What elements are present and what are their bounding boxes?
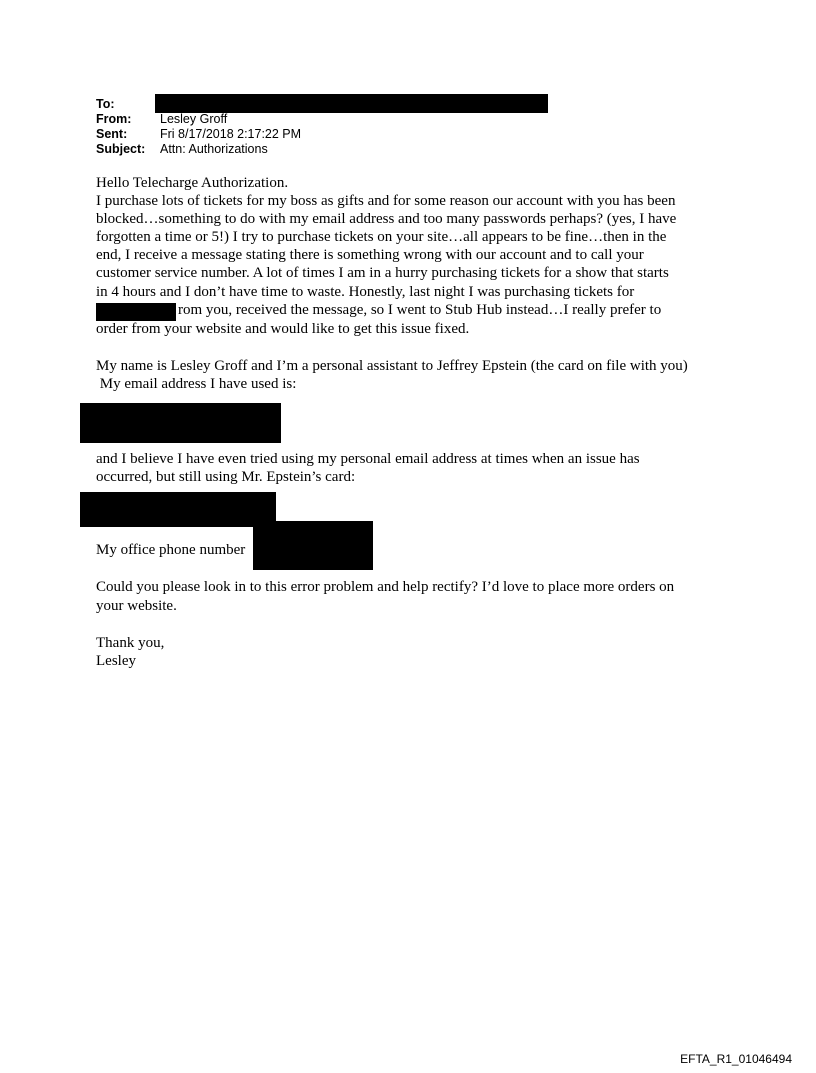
paragraph-2-line-1: My name is Lesley Groff and I’m a personal assistant to Jeffrey Epstein (the card on file with you): [96, 358, 688, 374]
to-label: To:: [96, 97, 115, 111]
paragraph-1-line-3: forgotten a time or 5!) I try to purchase tickets on your site…all appears to be fine…then in the: [96, 229, 667, 245]
from-value: Lesley Groff: [160, 112, 228, 126]
redacted-show-name: [96, 303, 176, 321]
paragraph-1-line-4: end, I receive a message stating there is something wrong with our account and to call your: [96, 247, 644, 263]
paragraph-1-line-8: order from your website and would like to get this issue fixed.: [96, 321, 470, 337]
paragraph-1-line-6: in 4 hours and I don’t have time to waste. Honestly, last night I was purchasing tickets for: [96, 284, 635, 300]
paragraph-3-line-2: occurred, but still using Mr. Epstein’s card:: [96, 469, 356, 485]
subject-label: Subject:: [96, 142, 146, 156]
sent-label: Sent:: [96, 127, 128, 141]
signature-name: Lesley: [96, 653, 136, 669]
phone-line: My office phone number: [96, 542, 246, 558]
closing-line: Thank you,: [96, 635, 165, 651]
paragraph-2-line-2: My email address I have used is:: [96, 376, 297, 392]
redacted-to-address: [155, 94, 548, 113]
paragraph-1-line-7: rom you, received the message, so I went to Stub Hub instead…I really prefer to: [178, 302, 662, 318]
paragraph-3-line-1: and I believe I have even tried using my personal email address at times when an issue has: [96, 451, 640, 467]
redacted-phone-number: [253, 521, 373, 570]
paragraph-4-line-2: your website.: [96, 598, 177, 614]
subject-value: Attn: Authorizations: [160, 142, 268, 156]
document-id: EFTA_R1_01046494: [680, 1052, 792, 1066]
from-label: From:: [96, 112, 132, 126]
greeting-line: Hello Telecharge Authorization.: [96, 175, 289, 191]
sent-value: Fri 8/17/2018 2:17:22 PM: [160, 127, 302, 141]
paragraph-1-line-2: blocked…something to do with my email address and too many passwords perhaps? (yes, I have: [96, 211, 677, 227]
paragraph-4-line-1: Could you please look in to this error problem and help rectify? I’d love to place more orders on: [96, 579, 675, 595]
redacted-personal-email: [80, 492, 276, 527]
paragraph-1-line-1: I purchase lots of tickets for my boss as gifts and for some reason our account with you has been: [96, 193, 676, 209]
paragraph-1-line-5: customer service number. A lot of times I am in a hurry purchasing tickets for a show that starts: [96, 265, 669, 281]
redacted-email-address: [80, 403, 281, 443]
